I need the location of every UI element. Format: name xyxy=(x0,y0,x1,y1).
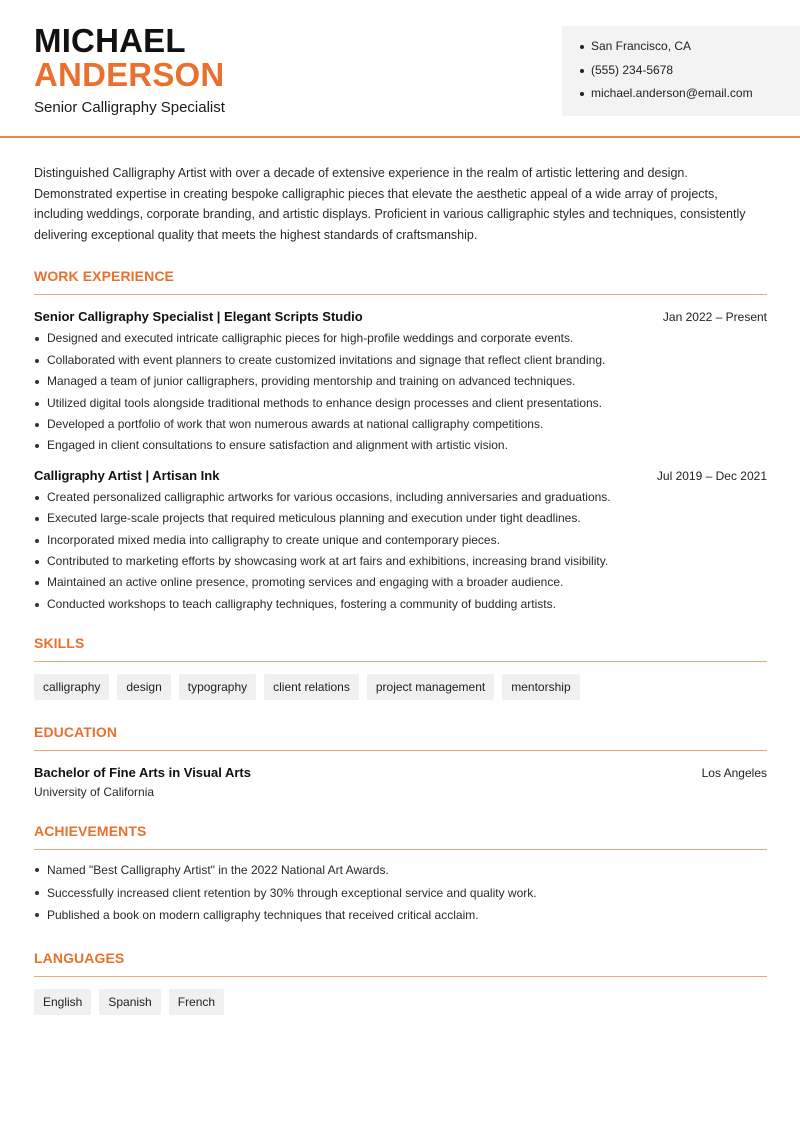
section-title-skills: SKILLS xyxy=(34,635,85,652)
contact-phone-text: (555) 234-5678 xyxy=(591,62,674,77)
language-tag: Spanish xyxy=(99,989,160,1015)
summary: Distinguished Calligraphy Artist with over a decade of extensive experience in the realm of artistic lettering and design. Demonstrated expertise in creating bespoke calligraphic pieces that elevate the aesthetic appeal of a wide array of projects, including weddings, corporate branding, and artistic displays. Proficient in various calligraphic styles and techniques, consistently delivering exceptional quality that meets the highest standards of craftsmanship. xyxy=(34,166,746,242)
job-header xyxy=(34,309,767,324)
list-item: Maintained an active online presence, promoting services and engaging with a broader audience. xyxy=(34,572,767,593)
last-name: ANDERSON xyxy=(34,56,225,93)
section-divider xyxy=(34,661,767,662)
list-item: Utilized digital tools alongside traditional methods to enhance design processes and client presentations. xyxy=(34,393,767,414)
degree: Bachelor of Fine Arts in Visual Arts xyxy=(34,765,251,781)
section-title-education: EDUCATION xyxy=(34,724,118,741)
resume-body xyxy=(34,163,767,1015)
section-title-work: WORK EXPERIENCE xyxy=(34,268,174,285)
resume-header xyxy=(0,0,800,138)
school: University of California xyxy=(34,785,155,800)
list-item: Managed a team of junior calligraphers, providing mentorship and training on advanced techniques. xyxy=(34,371,767,392)
list-item: Named "Best Calligraphy Artist" in the 2022 National Art Awards. xyxy=(34,859,767,882)
education-header xyxy=(34,765,767,780)
job-bullets xyxy=(34,487,767,615)
skill-tag: project management xyxy=(367,674,494,700)
list-item: Successfully increased client retention by 30% through exceptional service and quality work. xyxy=(34,882,767,905)
section-title-achievements: ACHIEVEMENTS xyxy=(34,823,147,840)
skill-tag: client relations xyxy=(264,674,359,700)
list-item: Developed a portfolio of work that won numerous awards at national calligraphy competitions. xyxy=(34,414,767,435)
skill-tag: design xyxy=(117,674,170,700)
language-tag: English xyxy=(34,989,91,1015)
job-entry xyxy=(34,468,767,615)
skill-tag: mentorship xyxy=(502,674,579,700)
job-role: Calligraphy Artist | Artisan Ink xyxy=(34,467,220,483)
bullet-icon xyxy=(580,69,584,73)
bullet-icon xyxy=(580,92,584,96)
contact-phone xyxy=(580,62,800,86)
section-divider xyxy=(34,849,767,850)
job-header xyxy=(34,468,767,483)
bullet-icon xyxy=(580,45,584,49)
list-item: Collaborated with event planners to create customized invitations and signage that reflect client branding. xyxy=(34,350,767,371)
list-item: Conducted workshops to teach calligraphy techniques, fostering a community of budding artists. xyxy=(34,594,767,615)
language-tags xyxy=(34,989,767,1015)
job-role: Senior Calligraphy Specialist | Elegant Scripts Studio xyxy=(34,309,363,325)
list-item: Created personalized calligraphic artworks for various occasions, including anniversaries and graduations. xyxy=(34,487,767,508)
contact-email-text[interactable]: michael.anderson@email.com xyxy=(591,86,753,100)
achievements-section xyxy=(34,823,767,927)
achievement-list xyxy=(34,859,767,927)
list-item: Designed and executed intricate calligraphic pieces for high-profile weddings and corporate events. xyxy=(34,328,767,349)
list-item: Engaged in client consultations to ensure satisfaction and alignment with artistic vision. xyxy=(34,435,767,456)
contact-box xyxy=(562,26,800,116)
contact-location xyxy=(580,38,800,62)
job-bullets xyxy=(34,328,767,456)
languages-section xyxy=(34,950,767,1015)
list-item: Published a book on modern calligraphy techniques that received critical acclaim. xyxy=(34,904,767,927)
contact-email[interactable] xyxy=(580,85,800,109)
job-entry xyxy=(34,309,767,456)
education-section xyxy=(34,724,767,799)
list-item: Incorporated mixed media into calligraphy to create unique and contemporary pieces. xyxy=(34,530,767,551)
contact-location-text: San Francisco, CA xyxy=(591,39,692,53)
job-title: Senior Calligraphy Specialist xyxy=(34,99,225,116)
work-experience-section xyxy=(34,268,767,615)
skill-tags xyxy=(34,674,767,700)
section-divider xyxy=(34,976,767,977)
section-title-languages: LANGUAGES xyxy=(34,949,125,966)
education-location: Los Angeles xyxy=(701,766,767,781)
skills-section xyxy=(34,635,767,700)
skill-tag: calligraphy xyxy=(34,674,109,700)
job-dates: Jul 2019 – Dec 2021 xyxy=(656,468,767,483)
list-item: Executed large-scale projects that required meticulous planning and execution under tight deadlines. xyxy=(34,508,767,529)
list-item: Contributed to marketing efforts by showcasing work at art fairs and exhibitions, increasing brand visibility. xyxy=(34,551,767,572)
language-tag: French xyxy=(169,989,224,1015)
section-divider xyxy=(34,750,767,751)
job-dates: Jan 2022 – Present xyxy=(662,310,767,325)
first-name: MICHAEL xyxy=(34,22,186,59)
section-divider xyxy=(34,294,767,295)
skill-tag: typography xyxy=(179,674,256,700)
